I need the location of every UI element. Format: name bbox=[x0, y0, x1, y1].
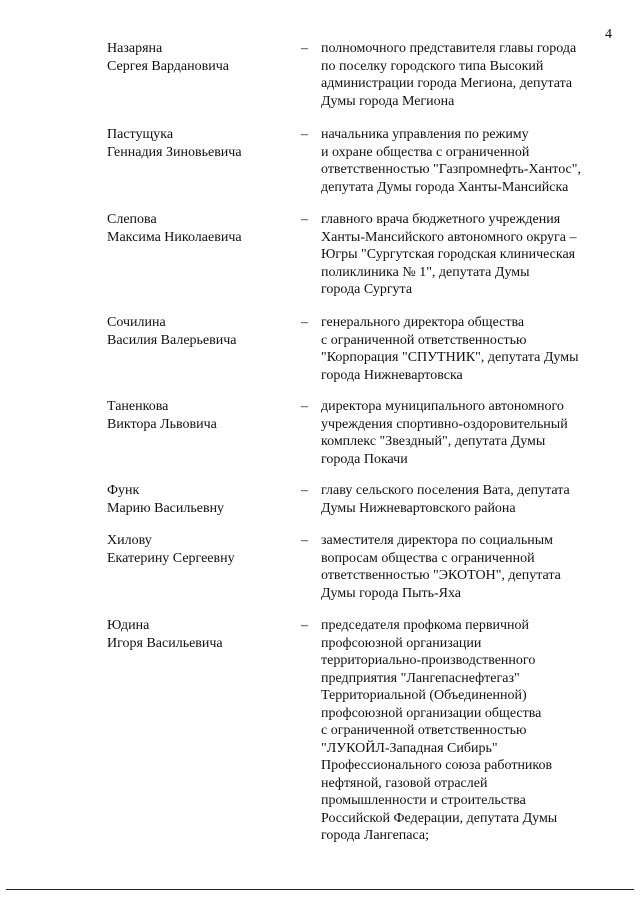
surname: Пастущука bbox=[107, 127, 174, 142]
dash-separator: – bbox=[301, 127, 308, 142]
description-line: вопросам общества с ограниченной bbox=[321, 550, 535, 566]
given-names: Геннадия Зиновьевича bbox=[107, 144, 242, 160]
description-line: главу сельского поселения Вата, депутата bbox=[321, 483, 570, 498]
surname: Функ bbox=[107, 483, 140, 498]
page-number: 4 bbox=[605, 27, 612, 42]
dash-separator: – bbox=[301, 315, 308, 330]
description-line: администрации города Мегиона, депутата bbox=[321, 76, 573, 91]
given-names: Игоря Васильевича bbox=[107, 635, 223, 651]
given-names: Сергея Вардановича bbox=[107, 58, 229, 74]
description-line: учреждения спортивно-оздоровительный bbox=[321, 416, 568, 432]
description-line: нефтяной, газовой отраслей bbox=[321, 775, 488, 791]
surname: Сочилина bbox=[107, 315, 166, 330]
description-line: депутата Думы города Ханты-Мансийска bbox=[321, 179, 569, 195]
person-name bbox=[107, 126, 292, 161]
description-line: Ханты-Мансийского автономного округа – bbox=[321, 229, 577, 245]
description-line: Думы города Мегиона bbox=[321, 93, 455, 109]
person-name bbox=[107, 398, 292, 433]
person-name bbox=[107, 40, 292, 75]
bottom-divider bbox=[6, 889, 634, 890]
description-line: города Нижневартовска bbox=[321, 367, 463, 383]
description-line: директора муниципального автономного bbox=[321, 399, 564, 414]
position-description bbox=[321, 398, 621, 468]
description-line: главного врача бюджетного учреждения bbox=[321, 212, 561, 227]
description-line: Югры "Сургутская городская клиническая bbox=[321, 247, 576, 262]
description-line: ответственностью "Газпромнефть-Хантос", bbox=[321, 162, 581, 177]
description-line: начальника управления по режиму bbox=[321, 127, 529, 142]
description-line: города Сургута bbox=[321, 282, 413, 297]
description-line: Территориальной (Объединенной) bbox=[321, 688, 527, 703]
position-description bbox=[321, 211, 621, 299]
person-name bbox=[107, 482, 292, 517]
description-line: заместителя директора по социальным bbox=[321, 533, 553, 548]
position-description bbox=[321, 40, 621, 110]
description-line: города Лангепаса; bbox=[321, 828, 429, 843]
dash-separator: – bbox=[301, 533, 308, 548]
dash-separator: – bbox=[301, 483, 308, 498]
surname: Юдина bbox=[107, 618, 150, 633]
description-line: председателя профкома первичной bbox=[321, 618, 529, 633]
description-line: города Покачи bbox=[321, 451, 408, 467]
description-line: предприятия "Лангепаснефтегаз" bbox=[321, 670, 520, 686]
description-line: комплекс "Звездный", депутата Думы bbox=[321, 434, 546, 449]
description-line: и охране общества с ограниченной bbox=[321, 144, 530, 160]
description-line: полномочного представителя главы города bbox=[321, 41, 577, 56]
description-line: с ограниченной ответственностью bbox=[321, 723, 527, 738]
surname: Назаряна bbox=[107, 41, 163, 56]
dash-separator: – bbox=[301, 399, 308, 414]
description-line: поликлиника № 1", депутата Думы bbox=[321, 264, 530, 280]
description-line: с ограниченной ответственностью bbox=[321, 332, 527, 348]
dash-separator: – bbox=[301, 618, 308, 633]
surname: Слепова bbox=[107, 212, 157, 227]
person-name bbox=[107, 314, 292, 349]
position-description bbox=[321, 482, 621, 517]
surname: Хилову bbox=[107, 533, 152, 548]
description-line: генерального директора общества bbox=[321, 315, 525, 330]
position-description bbox=[321, 314, 621, 384]
dash-separator: – bbox=[301, 212, 308, 227]
description-line: Думы Нижневартовского района bbox=[321, 500, 516, 516]
given-names: Екатерину Сергеевну bbox=[107, 550, 235, 566]
position-description bbox=[321, 532, 621, 602]
description-line: промышленности и строительства bbox=[321, 793, 526, 808]
given-names: Максима Николаевича bbox=[107, 229, 242, 245]
given-names: Марию Васильевну bbox=[107, 500, 225, 516]
description-line: территориально-производственного bbox=[321, 653, 536, 668]
description-line: профсоюзной организации bbox=[321, 635, 482, 651]
dash-separator: – bbox=[301, 41, 308, 56]
description-line: Думы города Пыть-Яха bbox=[321, 585, 462, 601]
description-line: Российской Федерации, депутата Думы bbox=[321, 810, 558, 826]
description-line: профсоюзной организации общества bbox=[321, 705, 542, 721]
position-description bbox=[321, 617, 621, 845]
description-line: ответственностью "ЭКОТОН", депутата bbox=[321, 568, 561, 583]
description-line: по поселку городского типа Высокий bbox=[321, 58, 544, 74]
description-line: Профессионального союза работников bbox=[321, 758, 553, 773]
person-name bbox=[107, 617, 292, 652]
given-names: Виктора Львовича bbox=[107, 416, 217, 432]
position-description bbox=[321, 126, 621, 196]
person-name bbox=[107, 211, 292, 246]
person-name bbox=[107, 532, 292, 567]
surname: Таненкова bbox=[107, 399, 169, 414]
given-names: Василия Валерьевича bbox=[107, 332, 237, 348]
description-line: "Корпорация "СПУТНИК", депутата Думы bbox=[321, 350, 579, 365]
description-line: "ЛУКОЙЛ-Западная Сибирь" bbox=[321, 740, 498, 756]
